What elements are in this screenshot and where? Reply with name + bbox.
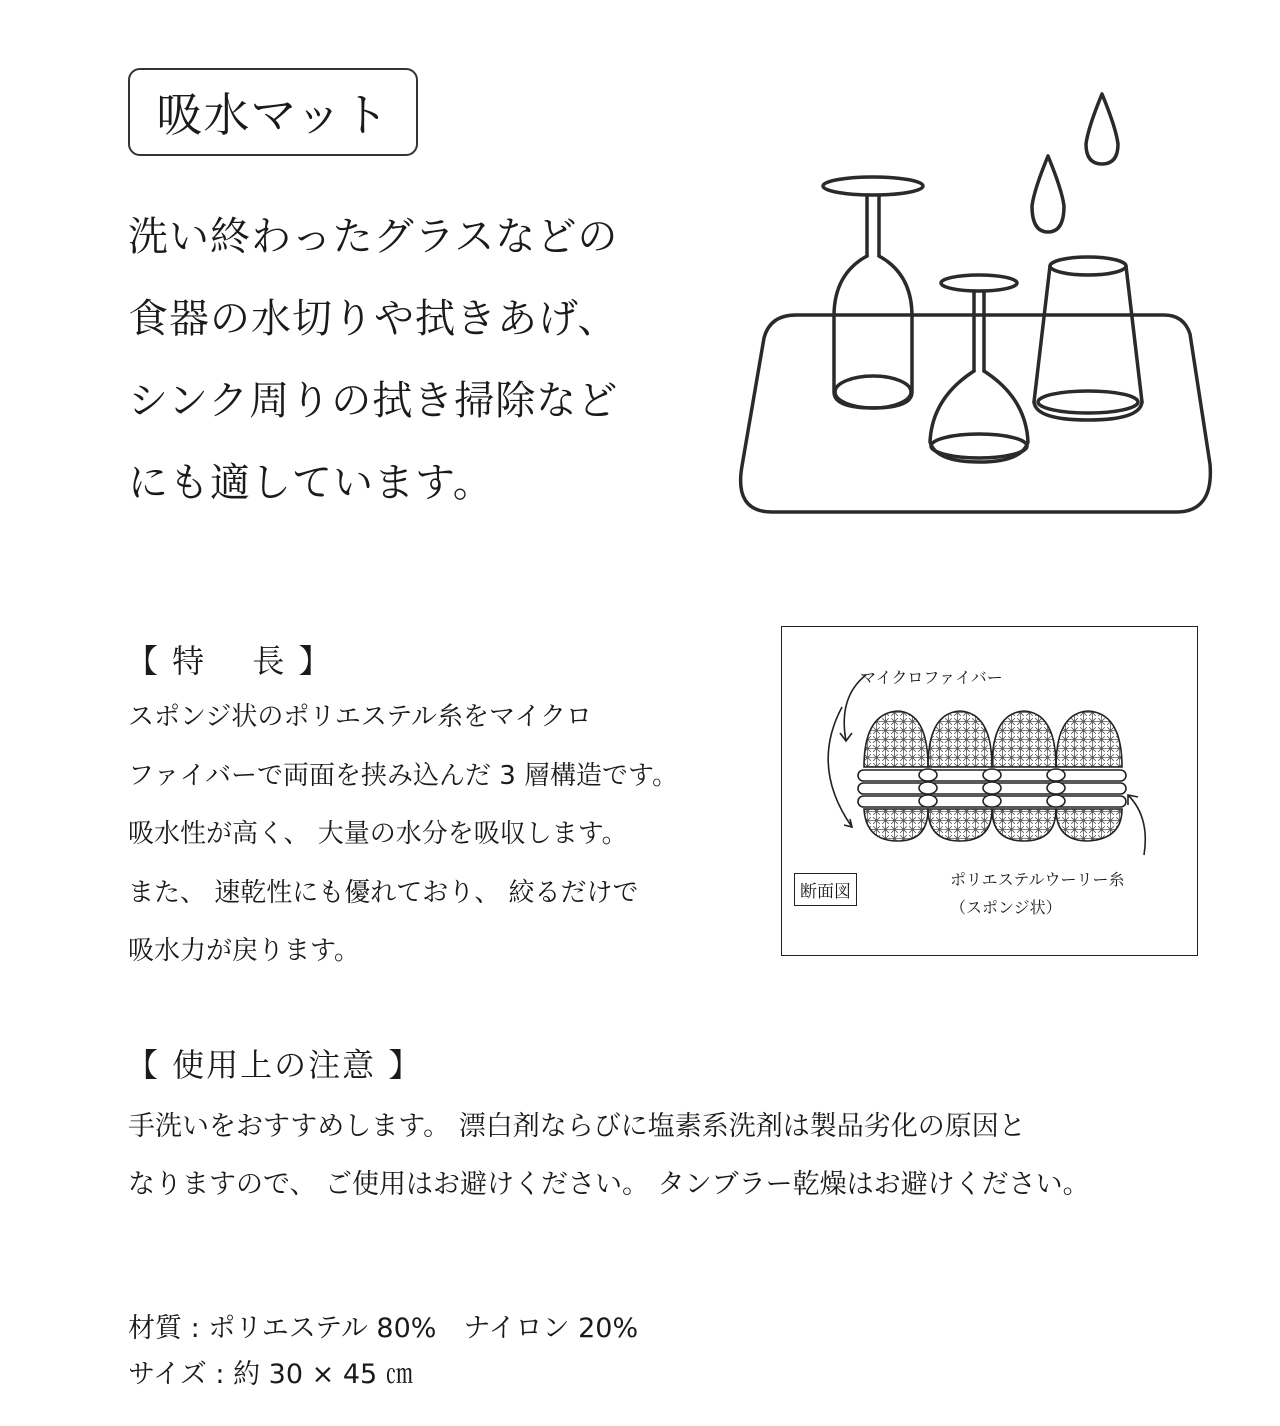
intro-line: にも適しています。: [128, 460, 494, 506]
tumbler-icon: [1034, 257, 1142, 420]
water-drop-icon: [1086, 94, 1118, 164]
cautions-line: 手洗いをおすすめします。 漂白剤ならびに塩素系洗剤は製品劣化の原因と: [128, 1111, 1026, 1142]
intro-text: [128, 196, 728, 524]
product-title: 吸水マット: [128, 68, 418, 156]
features-line: 吸水力が戻ります。: [128, 936, 360, 966]
features-line: また、 速乾性にも優れており、 絞るだけで: [128, 877, 639, 908]
size-spec: サイズ : 約 30 × 45 ㎝: [128, 1359, 413, 1390]
sponge-note-label: （スポンジ状）: [950, 898, 1062, 917]
specs: [128, 1306, 638, 1398]
cross-section-label: 断面図: [794, 873, 857, 906]
intro-line: シンク周りの拭き掃除など: [128, 378, 619, 424]
polyester-label: ポリエステルウーリー糸: [950, 870, 1125, 889]
mat-with-glasses-illustration: [736, 86, 1216, 520]
cautions-text: [128, 1098, 1228, 1214]
intro-line: 洗い終わったグラスなどの: [128, 214, 619, 260]
wine-glass-icon: [930, 275, 1028, 462]
material-spec: 材質 : ポリエステル 80% ナイロン 20%: [128, 1313, 639, 1344]
features-line: 吸水性が高く、 大量の水分を吸収します。: [128, 819, 628, 849]
water-drop-icon: [1032, 156, 1064, 232]
cautions-line: なりますので、 ご使用はお避けください。 タンブラー乾燥はお避けください。: [128, 1169, 1090, 1200]
intro-line: 食器の水切りや拭きあげ、: [128, 296, 619, 342]
features-line: ファイバーで両面を挟み込んだ 3 層構造です。: [128, 760, 678, 791]
cross-section-diagram: [781, 626, 1198, 956]
features-heading: 【 特 長 】: [126, 642, 333, 680]
features-text: [128, 688, 788, 981]
wine-glass-icon: [823, 177, 923, 408]
microfiber-label: マイクロファイバー: [860, 668, 1003, 687]
features-line: スポンジ状のポリエステル糸をマイクロ: [128, 702, 592, 732]
cautions-heading: 【 使用上の注意 】: [126, 1046, 423, 1084]
